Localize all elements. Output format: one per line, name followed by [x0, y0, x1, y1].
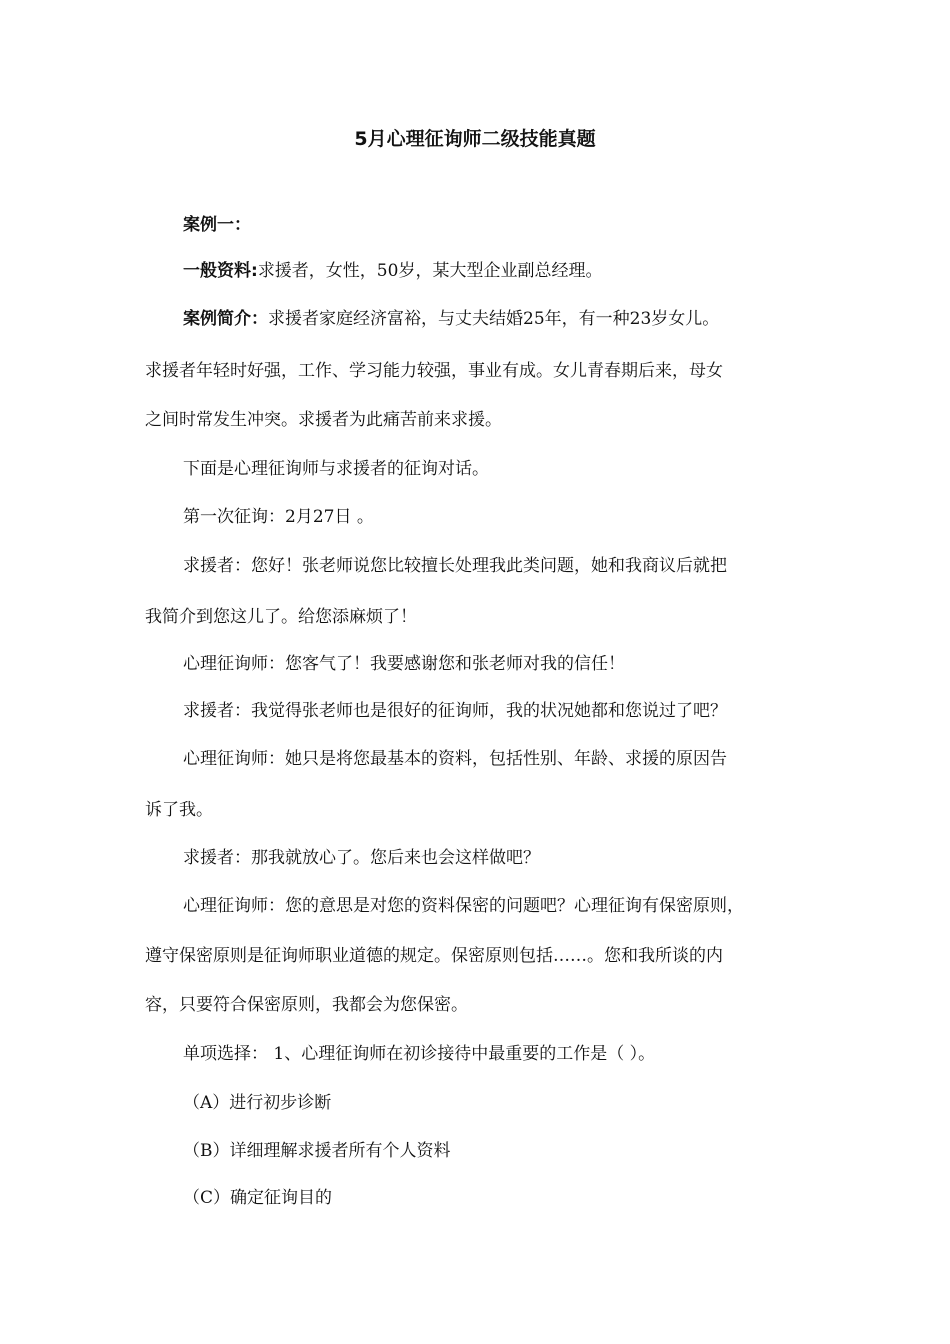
dialogue-line: 心理征询师：您的意思是对您的资料保密的问题吧？心理征询有保密原则，: [183, 896, 744, 916]
case-intro-text-3: 之间时常发生冲突。求援者为此痛苦前来求援。: [145, 410, 502, 430]
dialogue-line: 容，只要符合保密原则，我都会为您保密。: [145, 995, 468, 1015]
case-intro-text-1: 求援者家庭经济富裕，与丈夫结婚25年，有一种23岁女儿。: [268, 309, 720, 329]
dialogue-line: 诉了我。: [145, 800, 213, 820]
dialogue-line: 求援者：我觉得张老师也是很好的征询师，我的状况她都和您说过了吧？: [183, 701, 727, 721]
option-a: （A）进行初步诊断: [183, 1093, 332, 1113]
general-info-label: 一般资料:: [183, 261, 258, 281]
case-intro-text-2: 求援者年轻时好强，工作、学习能力较强，事业有成。女儿青春期后来，母女: [145, 361, 723, 381]
session-date: 第一次征询：2月27日 。: [183, 507, 374, 527]
option-b: （B）详细理解求援者所有个人资料: [183, 1141, 451, 1161]
dialogue-intro: 下面是心理征询师与求援者的征询对话。: [183, 459, 489, 479]
dialogue-line: 求援者：那我就放心了。您后来也会这样做吧？: [183, 848, 540, 868]
general-info-text: 求援者，女性，50岁，某大型企业副总经理。: [257, 261, 603, 281]
page-title: 5月心理征询师二级技能真题: [354, 128, 596, 150]
dialogue-line: 遵守保密原则是征询师职业道德的规定。保密原则包括……。您和我所谈的内: [145, 946, 723, 966]
general-info-line: [183, 258, 602, 284]
option-c: （C）确定征询目的: [183, 1188, 333, 1208]
case-intro-line-1: [183, 306, 719, 332]
dialogue-line: 我简介到您这儿了。给您添麻烦了！: [145, 607, 417, 627]
dialogue-line: 求援者：您好！张老师说您比较擅长处理我此类问题，她和我商议后就把: [183, 556, 727, 576]
dialogue-line: 心理征询师：她只是将您最基本的资料，包括性别、年龄、求援的原因告: [183, 749, 727, 769]
question-text: 单项选择： 1、心理征询师在初诊接待中最重要的工作是（ ）。: [183, 1044, 656, 1064]
case-heading: 案例一：: [183, 215, 251, 235]
case-intro-label: 案例简介：: [183, 309, 268, 329]
dialogue-line: 心理征询师：您客气了！我要感谢您和张老师对我的信任！: [183, 654, 625, 674]
